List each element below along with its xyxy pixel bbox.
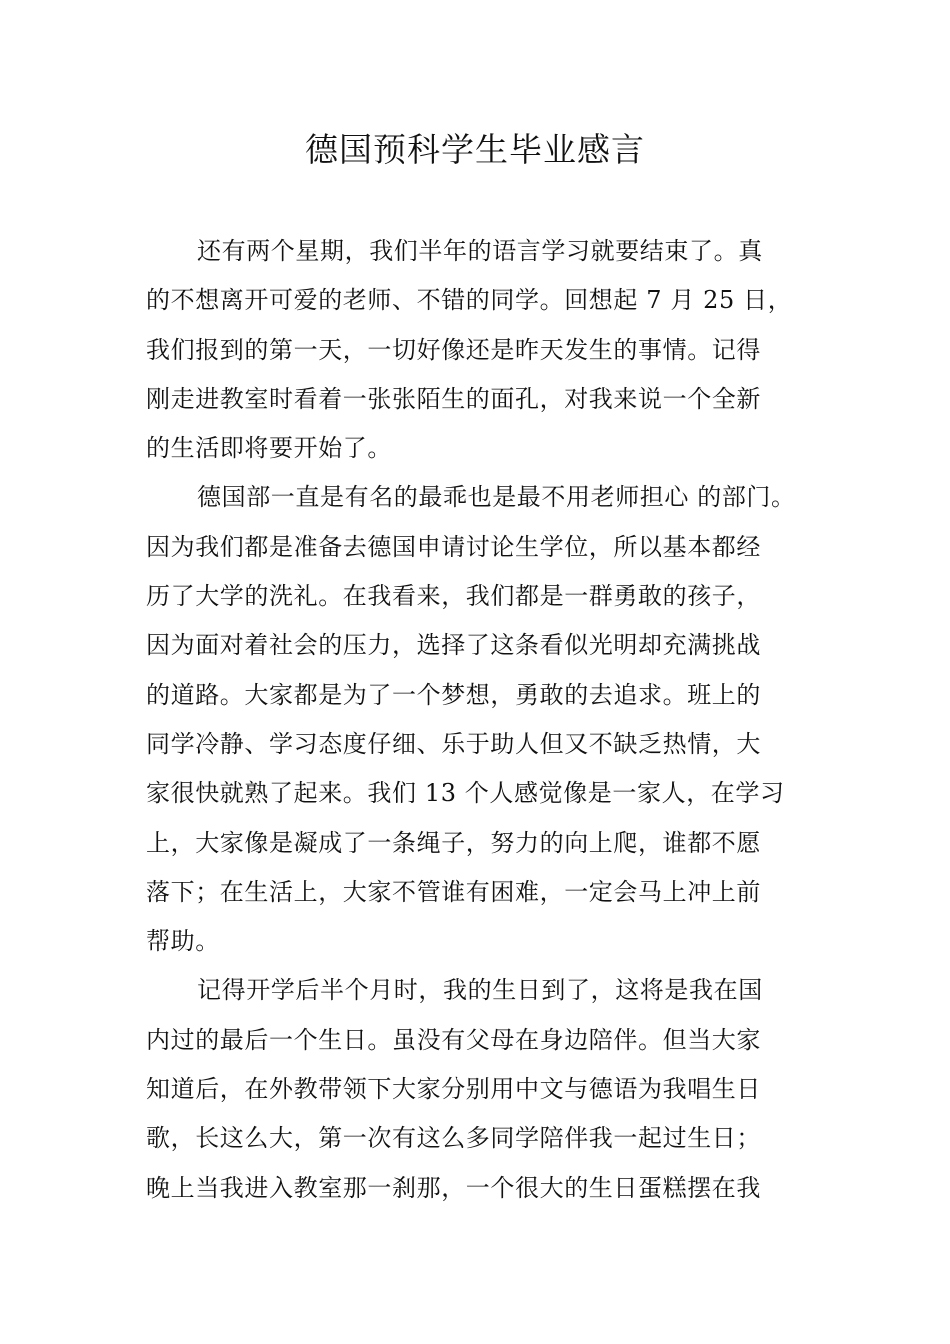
paragraph-3-line-4: 歌，长这么大，第一次有这么多同学陪伴我一起过生日； — [146, 1124, 761, 1153]
paragraph-1-line-5: 的生活即将要开始了。 — [146, 434, 392, 463]
paragraph-3-line-1: 记得开学后半个月时，我的生日到了，这将是我在国 — [197, 976, 763, 1005]
paragraph-2-line-1: 德国部一直是有名的最乖也是最不用老师担心 的部门。 — [197, 483, 796, 512]
paragraph-1-line-1: 还有两个星期，我们半年的语言学习就要结束了。真 — [197, 237, 763, 265]
paragraph-2-line-7: 家很快就熟了起来。我们 13 个人感觉像是一家人，在学习 — [146, 779, 785, 808]
paragraph-2-line-3: 历了大学的洗礼。在我看来，我们都是一群勇敢的孩子， — [146, 582, 761, 611]
paragraph-2-line-4: 因为面对着社会的压力，选择了这条看似光明却充满挑战 — [146, 631, 761, 660]
document-body — [146, 227, 810, 1213]
paragraph-1-line-3: 我们报到的第一天，一切好像还是昨天发生的事情。记得 — [146, 335, 761, 364]
paragraph-2-line-5: 的道路。大家都是为了一个梦想，勇敢的去追求。班上的 — [146, 680, 761, 709]
paragraph-3-line-5: 晚上当我进入教室那一刹那，一个很大的生日蛋糕摆在我 — [146, 1173, 761, 1202]
paragraph-1-line-2: 的不想离开可爱的老师、不错的同学。回想起 7 月 25 日， — [146, 286, 793, 315]
paragraph-3-line-2: 内过的最后一个生日。虽没有父母在身边陪伴。但当大家 — [146, 1025, 761, 1054]
paragraph-2-line-9: 落下；在生活上，大家不管谁有困难，一定会马上冲上前 — [146, 877, 761, 906]
document-title: 德国预科学生毕业感言 — [305, 130, 645, 169]
paragraph-3-line-3: 知道后，在外教带领下大家分别用中文与德语为我唱生日 — [146, 1075, 761, 1104]
paragraph-2-line-8: 上，大家像是凝成了一条绳子，努力的向上爬，谁都不愿 — [146, 828, 761, 857]
paragraph-2-line-10: 帮助。 — [146, 927, 220, 956]
paragraph-2-line-6: 同学冷静、学习态度仔细、乐于助人但又不缺乏热情，大 — [146, 729, 761, 758]
paragraph-1-line-4: 刚走进教室时看着一张张陌生的面孔，对我来说一个全新 — [146, 384, 761, 413]
paragraph-2-line-2: 因为我们都是准备去德国申请讨论生学位，所以基本都经 — [146, 532, 761, 561]
